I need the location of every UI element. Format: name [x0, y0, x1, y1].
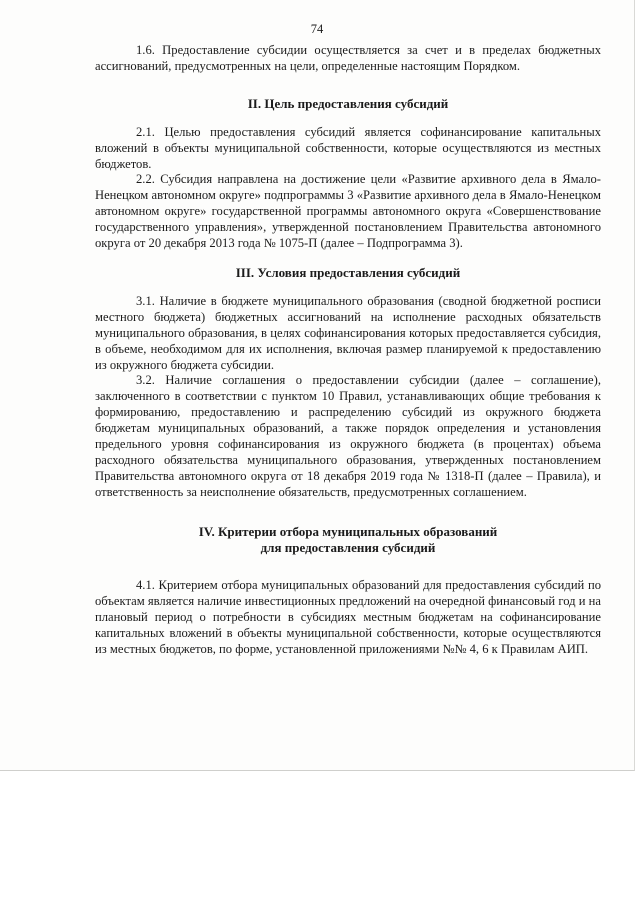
paragraph-3-1: 3.1. Наличие в бюджете муниципального образования (сводной бюджетной росписи местного бюджета) бюджетных ассигнований на исполнение расходных обязательств муниципального образования, в целях софинансирования которых предоставляется субсидия, в объеме, необходимом для их исполнения, включая размер планируемой к предоставлению из окружного бюджета субсидии.	[95, 293, 601, 372]
paragraph-3-2: 3.2. Наличие соглашения о предоставлении субсидии (далее – соглашение), заключенного в соответствии с пунктом 10 Правил, устанавливающих общие требования к формированию, предоставлению и распределению субсидий из окружного бюджета бюджетам муниципальных образований, а также порядок определения и установления предельного уровня софинансирования из окружного бюджета (в процентах) объема расходного обязательства муниципального образования, утвержденных постановлением Правительства автономного округа от 18 декабря 2019 года № 1318-П (далее – Правила), и ответственность за неисполнение обязательств, предусмотренных соглашением.	[95, 373, 601, 499]
section-heading-3: III. Условия предоставления субсидий	[235, 264, 461, 280]
section-heading-4-line-1: IV. Критерии отбора муниципальных образований	[198, 523, 498, 539]
section-heading-4	[95, 524, 601, 556]
document-body	[95, 43, 601, 658]
page-number: 74	[310, 22, 324, 36]
section-heading-2: II. Цель предоставления субсидий	[247, 95, 449, 111]
paragraph-2-1: 2.1. Целью предоставления субсидий является софинансирование капитальных вложений в объекты муниципальной собственности, которые осуществляются из местных бюджетов.	[95, 124, 601, 171]
paragraph-4-1: 4.1. Критерием отбора муниципальных образований для предоставления субсидий по объектам является наличие инвестиционных предложений на очередной финансовый год и на плановый период о потребности в субсидиях местным бюджетам на софинансирование капитальных вложений в объекты муниципальной собственности, которые осуществляются из местных бюджетов, по форме, установленной приложениями №№ 4, 6 к Правилам АИП.	[95, 578, 601, 657]
section-heading-4-line-2: для предоставления субсидий	[260, 539, 436, 555]
paragraph-2-2: 2.2. Субсидия направлена на достижение цели «Развитие архивного дела в Ямало-Ненецком автономном округе» подпрограммы 3 «Развитие архивного дела в Ямало-Ненецком автономном округе» государственной программы автономного округа «Совершенствование государственного управления», утвержденной постановлением Правительства автономного округа от 20 декабря 2013 года № 1075-П (далее – Подпрограмма 3).	[95, 172, 601, 251]
paragraph-1-6: 1.6. Предоставление субсидии осуществляется за счет и в пределах бюджетных ассигнований, предусмотренных на цели, определенные настоящим Порядком.	[95, 43, 601, 73]
